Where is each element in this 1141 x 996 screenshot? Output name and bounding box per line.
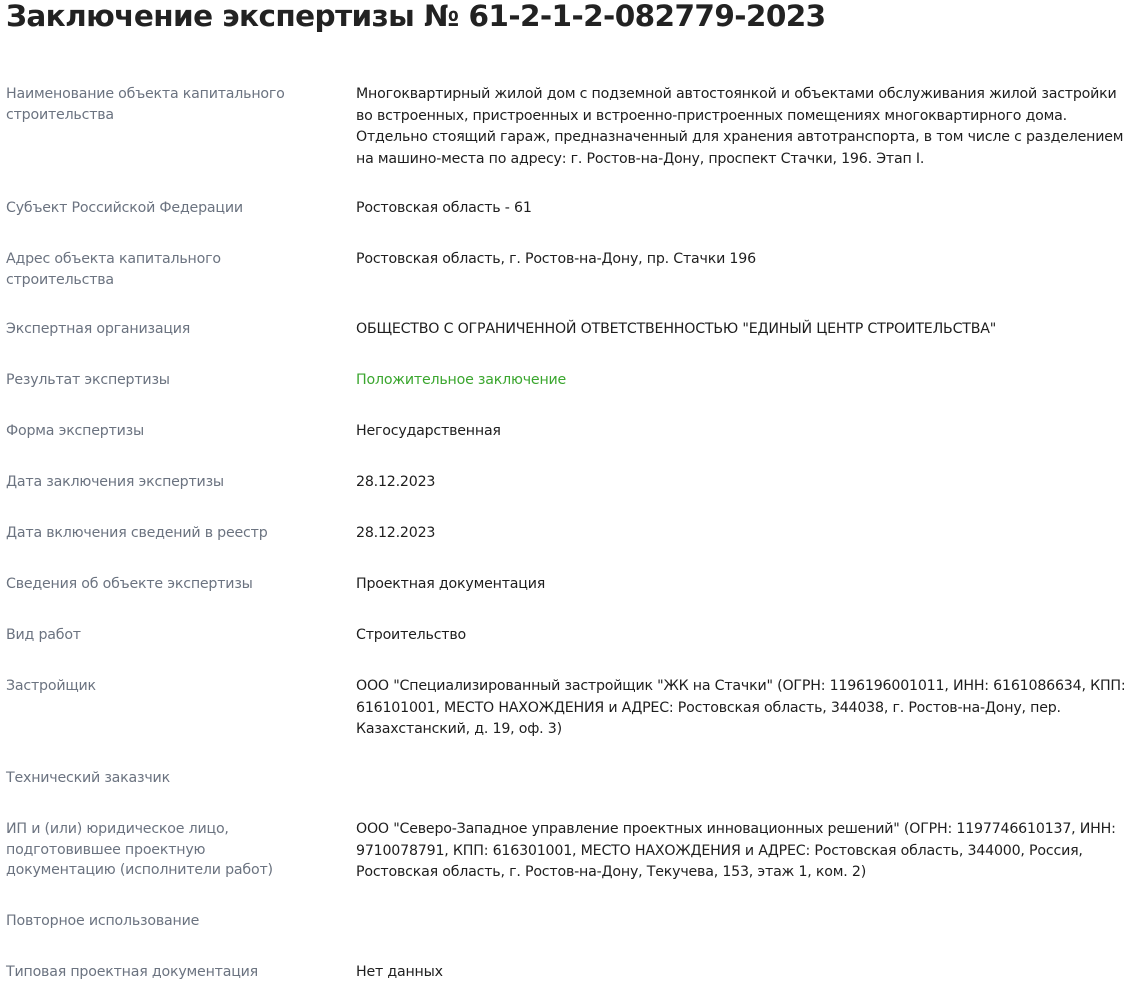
field-label: Застройщик	[6, 678, 96, 694]
field-label: Вид работ	[6, 627, 81, 643]
field-label: Повторное использование	[6, 913, 200, 929]
field-value: ООО "Специализированный застройщик "ЖК на Стачки" (ОГРН: 1196196001011, ИНН: 6161086634, КПП: 616101001, МЕСТО НАХОЖДЕНИЯ и АДРЕС: Ростовская область, 344038, г. Ростов-на-Дону, пер. Казахстанский, д. 19, оф. 3)	[356, 678, 1126, 737]
field-value: 28.12.2023	[356, 525, 436, 541]
field-label: Типовая проектная документация	[6, 964, 259, 980]
field-label: Форма экспертизы	[6, 423, 145, 439]
page-title: Заключение экспертизы № 61-2-1-2-082779-2023	[6, 0, 826, 33]
field-value: Проектная документация	[356, 576, 546, 592]
field-value: Ростовская область, г. Ростов-на-Дону, пр. Стачки 196	[356, 251, 756, 267]
field-value: Ростовская область - 61	[356, 200, 532, 216]
result-status-text: Положительное заключение	[356, 372, 567, 388]
field-label: Дата заключения экспертизы	[6, 474, 224, 490]
field-label: Результат экспертизы	[6, 372, 170, 388]
field-value: Многоквартирный жилой дом с подземной автостоянкой и объектами обслуживания жилой застройки во встроенных, пристроенных и встроенно-пристроенных помещениях многоквартирного дома. Отдельно стоящий гараж, предназначенный для хранения автотранспорта, в том числе с разделением на машино-места по адресу: г. Ростов-на-Дону, проспект Стачки, 196. Этап I.	[356, 86, 1124, 167]
field-label: Наименование объекта капитального строительства	[6, 86, 285, 123]
field-label: Технический заказчик	[6, 770, 170, 786]
field-label: Экспертная организация	[6, 321, 191, 337]
field-value: Негосударственная	[356, 423, 501, 439]
field-value: ООО "Северо-Западное управление проектных инновационных решений" (ОГРН: 1197746610137, ИНН: 9710078791, КПП: 616301001, МЕСТО НАХОЖДЕНИЯ и АДРЕС: Ростовская область, 344000, Россия, Ростовская область, г. Ростов-на-Дону, Текучева, 153, этаж 1, ком. 2)	[356, 821, 1116, 880]
field-label: Субъект Российской Федерации	[6, 200, 243, 216]
field-value: ОБЩЕСТВО С ОГРАНИЧЕННОЙ ОТВЕТСТВЕННОСТЬЮ "ЕДИНЫЙ ЦЕНТР СТРОИТЕЛЬСТВА"	[356, 321, 997, 337]
field-label: Адрес объекта капитального строительства	[6, 251, 221, 288]
field-value: Строительство	[356, 627, 467, 643]
field-label: Сведения об объекте экспертизы	[6, 576, 253, 592]
field-value: 28.12.2023	[356, 474, 436, 490]
field-label: ИП и (или) юридическое лицо, подготовившее проектную документацию (исполнители работ)	[6, 821, 273, 878]
field-value: Нет данных	[356, 964, 443, 980]
field-label: Дата включения сведений в реестр	[6, 525, 268, 541]
